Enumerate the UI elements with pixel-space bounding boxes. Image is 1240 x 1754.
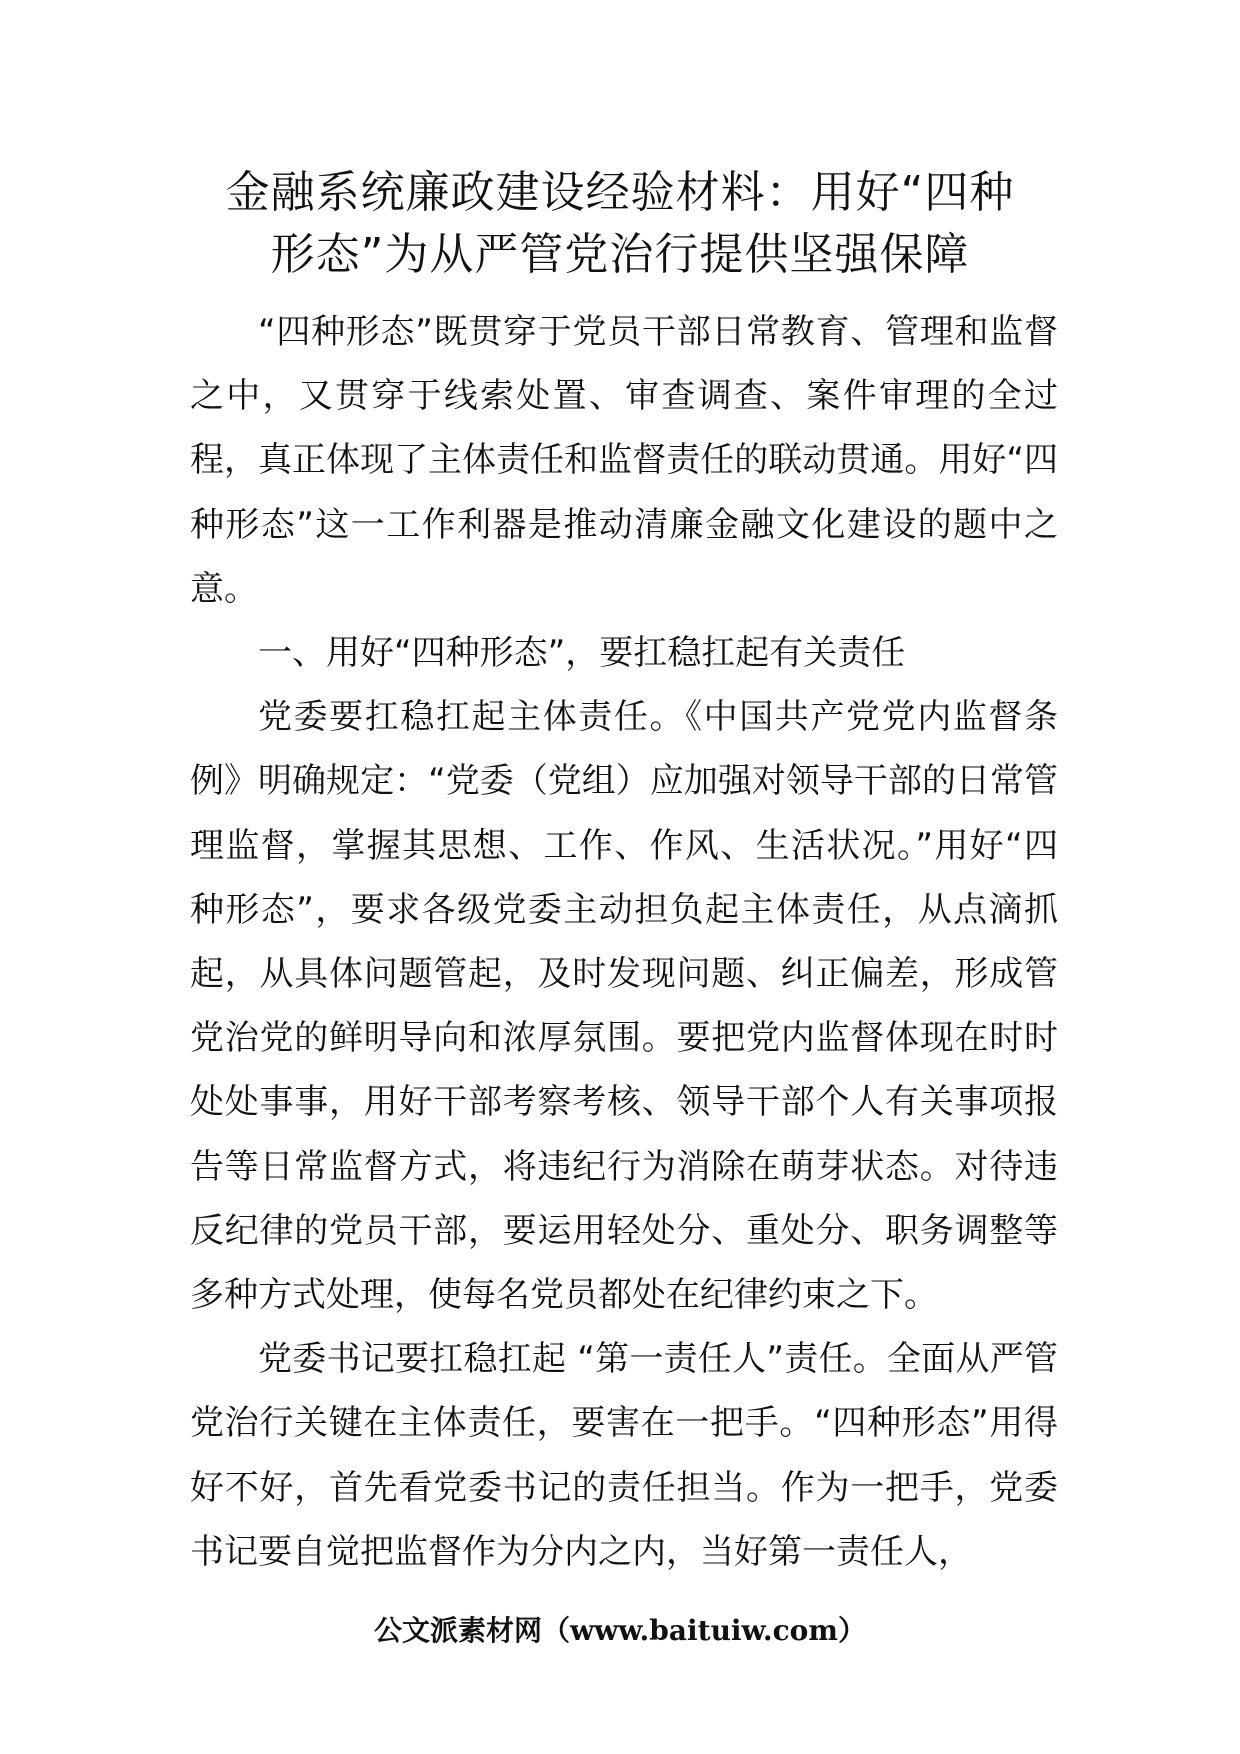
- title-line-2: 形态”为从严管党治行提供坚强保障: [270, 229, 970, 280]
- document-title: [170, 162, 1070, 286]
- body-paragraph: 党委书记要扛稳扛起 “第一责任人”责任。全面从严管党治行关键在主体责任，要害在一把手。“四种形态”用得好不好，首先看党委书记的责任担当。作为一把手，党委书记要自觉把监督作为分内之内，当好第一责任人，: [190, 1339, 1058, 1572]
- intro-paragraph: “四种形态”既贯穿于党员干部日常教育、管理和监督之中，又贯穿于线索处置、审查调查、案件审理的全过程，真正体现了主体责任和监督责任的联动贯通。用好“四种形态”这一工作利器是推动清廉金融文化建设的题中之意。: [190, 312, 1058, 609]
- title-line-1: 金融系统廉政建设经验材料：用好“四种: [225, 167, 1015, 218]
- document-body: [190, 300, 1058, 1584]
- footer-watermark: 公文派素材网（www.baituiw.com）: [374, 1614, 866, 1647]
- body-paragraph: 党委要扛稳扛起主体责任。《中国共产党党内监督条例》明确规定：“党委（党组）应加强对领导干部的日常管理监督，掌握其思想、工作、作风、生活状况。”用好“四种形态”，要求各级党委主动担负起主体责任，从点滴抓起，从具体问题管起，及时发现问题、纠正偏差，形成管党治党的鲜明导向和浓厚氛围。要把党内监督体现在时时处处事事，用好干部考察考核、领导干部个人有关事项报告等日常监督方式，将违纪行为消除在萌芽状态。对待违反纪律的党员干部，要运用轻处分、重处分、职务调整等多种方式处理，使每名党员都处在纪律约束之下。: [190, 697, 1058, 1316]
- section-heading: 一、用好“四种形态”，要扛稳扛起有关责任: [258, 633, 906, 674]
